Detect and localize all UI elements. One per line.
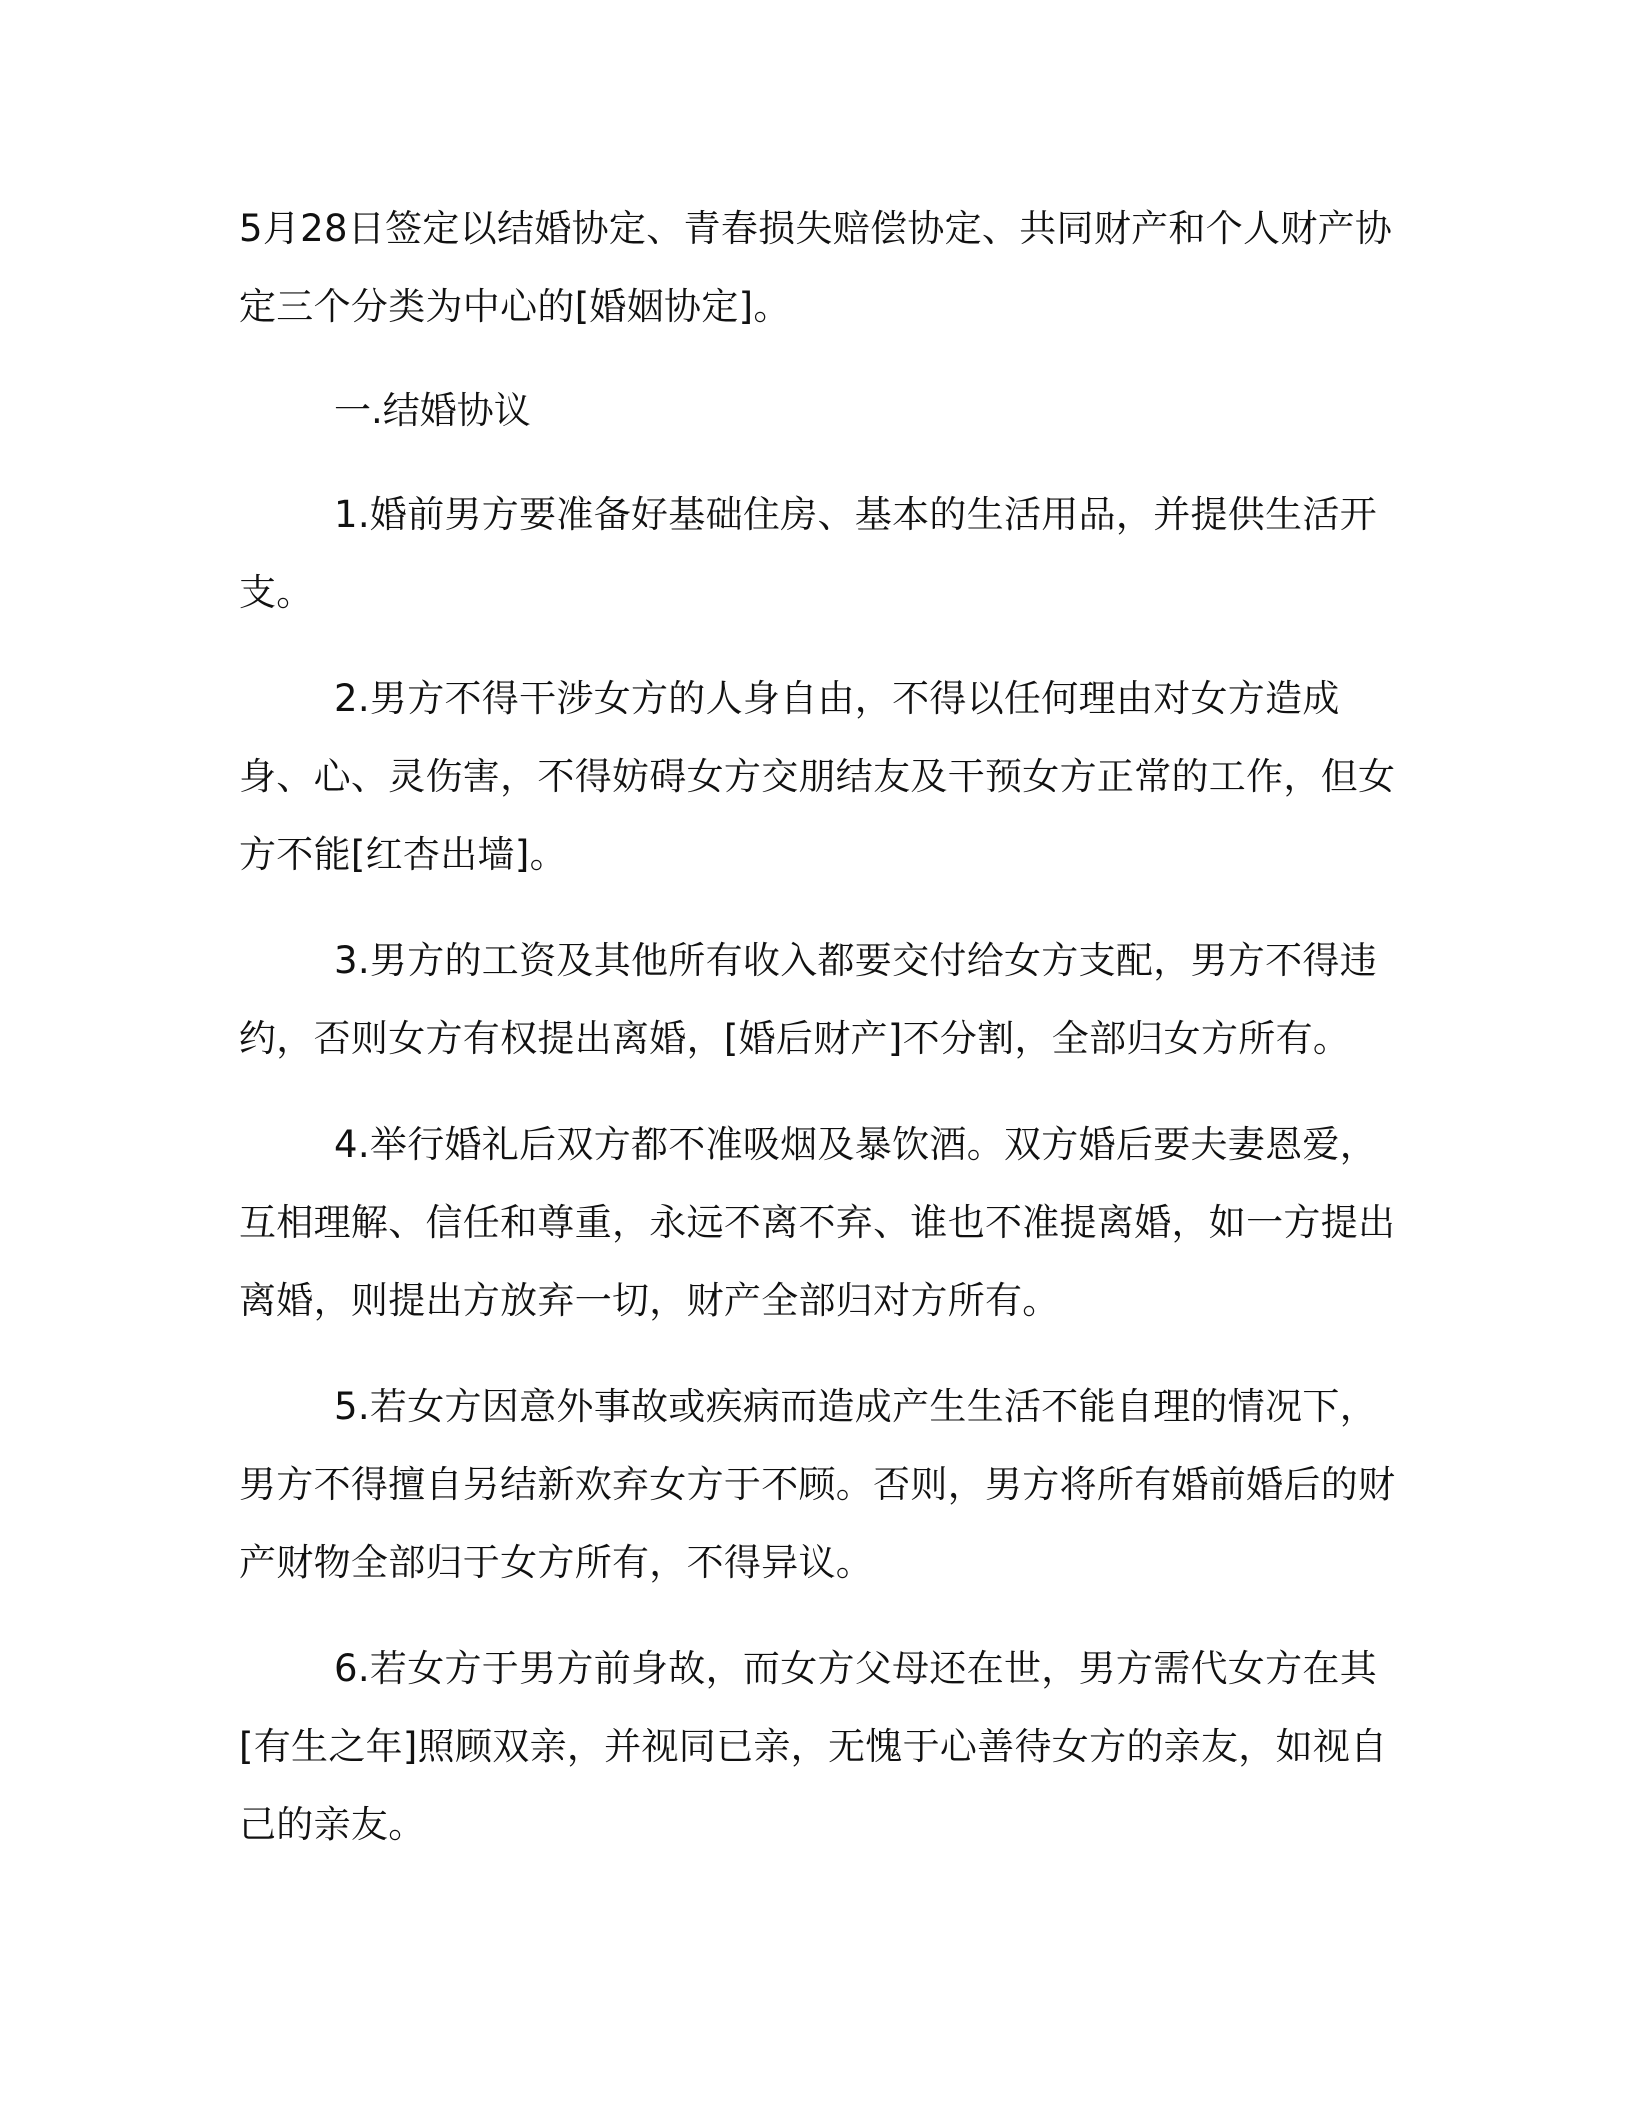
clause-1: 1.婚前男方要准备好基础住房、基本的生活用品，并提供生活开支。 (239, 493, 1377, 614)
section-title: 一.结婚协议 (334, 389, 531, 432)
clause-2: 2.男方不得干涉女方的人身自由，不得以任何理由对女方造成身、心、灵伤害，不得妨碍女方交朋结友及干预女方正常的工作，但女方不能[红杏出墙]。 (239, 677, 1396, 876)
intro-paragraph: 5月28日签定以结婚协定、青春损失赔偿协定、共同财产和个人财产协定三个分类为中心的[婚姻协定]。 (239, 207, 1393, 328)
clause-4: 4.举行婚礼后双方都不准吸烟及暴饮酒。双方婚后要夫妻恩爱，互相理解、信任和尊重，永远不离不弃、谁也不准提离婚，如一方提出离婚，则提出方放弃一切，财产全部归对方所有。 (239, 1123, 1396, 1322)
clause-3: 3.男方的工资及其他所有收入都要交付给女方支配，男方不得违约，否则女方有权提出离婚，[婚后财产]不分割，全部归女方所有。 (239, 939, 1377, 1060)
clause-6: 6.若女方于男方前身故，而女方父母还在世，男方需代女方在其[有生之年]照顾双亲，并视同已亲，无愧于心善待女方的亲友，如视自己的亲友。 (239, 1647, 1388, 1846)
clause-5: 5.若女方因意外事故或疾病而造成产生生活不能自理的情况下，男方不得擅自另结新欢弃女方于不顾。否则，男方将所有婚前婚后的财产财物全部归于女方所有，不得异议。 (239, 1385, 1396, 1584)
document-body (239, 190, 1399, 1892)
